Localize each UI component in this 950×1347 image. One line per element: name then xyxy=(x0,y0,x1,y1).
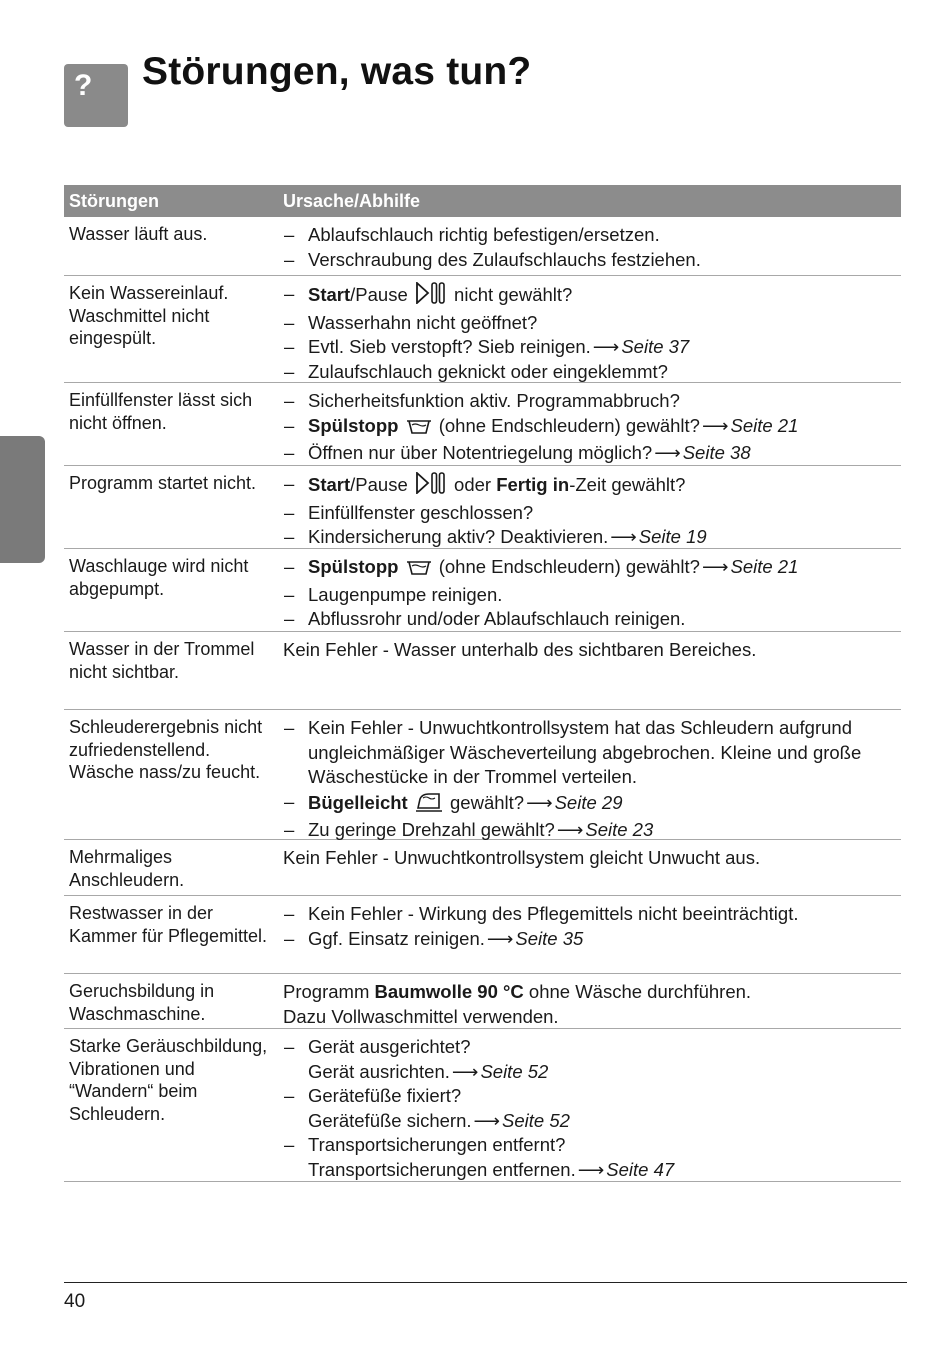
arrow-right-icon: ⟶ xyxy=(526,791,553,813)
page-reference: Seite 47 xyxy=(606,1158,675,1180)
remedy-item xyxy=(283,927,901,952)
remedy-cell xyxy=(279,383,901,465)
remedy-list xyxy=(283,389,901,466)
footer-divider xyxy=(64,1282,907,1283)
remedy-text: nicht gewählt? xyxy=(454,284,573,305)
remedy-text: Kindersicherung aktiv? Deaktivieren. xyxy=(308,526,609,547)
remedy-cell xyxy=(279,974,901,1028)
remedy-item xyxy=(283,223,901,248)
remedy-cell xyxy=(279,276,901,382)
problem-cell: Restwasser in der Kammer für Pflegemittel. xyxy=(69,903,268,946)
remedy-text: Gerät ausrichten. xyxy=(308,1060,450,1082)
page-reference: Seite 37 xyxy=(621,336,690,357)
remedy-subline xyxy=(308,1158,901,1183)
remedy-item xyxy=(283,607,901,632)
remedy-text: Öffnen nur über Notentriegelung möglich? xyxy=(308,442,653,463)
remedy-text: /Pause xyxy=(350,284,408,305)
table-row xyxy=(64,632,901,710)
arrow-right-icon: ⟶ xyxy=(451,1060,479,1082)
remedy-item xyxy=(283,1035,901,1084)
bullet-dash: – xyxy=(284,224,295,245)
remedy-text: Gerätefüße fixiert? xyxy=(308,1085,462,1106)
page-number: 40 xyxy=(64,1291,86,1312)
remedy-list xyxy=(283,472,901,550)
table-row xyxy=(64,1029,901,1182)
remedy-subline xyxy=(308,1109,901,1134)
bullet-dash: – xyxy=(284,583,295,605)
remedy-text: gewählt? xyxy=(450,791,525,813)
remedy-text: Wasserhahn nicht geöffnet? xyxy=(308,311,538,333)
arrow-right-icon: ⟶ xyxy=(556,819,584,840)
remedy-item xyxy=(283,311,901,336)
arrow-right-icon: ⟶ xyxy=(473,1109,501,1131)
problem-cell: Einfüllfenster lässt sich nicht öffnen. xyxy=(69,390,253,433)
bullet-dash: – xyxy=(284,819,295,840)
page-reference: Seite 21 xyxy=(730,556,799,577)
table-row xyxy=(64,466,901,549)
bullet-dash: – xyxy=(284,501,295,523)
remedy-cell xyxy=(279,896,901,973)
chapter-side-tab xyxy=(0,436,45,563)
remedy-list xyxy=(283,716,901,843)
bullet-dash: – xyxy=(284,473,295,494)
remedy-text: Zulaufschlauch geknickt oder eingeklemmt? xyxy=(308,360,668,382)
remedy-item xyxy=(283,555,901,583)
remedy-text: Gerät ausgerichtet? xyxy=(308,1036,471,1057)
remedy-cell xyxy=(279,632,901,709)
arrow-right-icon: ⟶ xyxy=(701,414,729,436)
start-pause-icon xyxy=(415,472,447,501)
rinse-hold-icon xyxy=(406,558,432,583)
remedy-item xyxy=(283,414,901,442)
remedy-text: Verschraubung des Zulaufschlauchs festziehen. xyxy=(308,248,701,270)
remedy-text: Kein Fehler - Unwuchtkontrollsystem hat das Schleudern aufgrund ungleichmäßiger Wäscheverteilung abgebrochen. Kleine und große Wäschestücke in der Trommel verteilen. xyxy=(308,717,862,787)
table-row xyxy=(64,217,901,276)
remedy-item xyxy=(283,335,901,360)
table-body xyxy=(64,217,901,1182)
remedy-text: Programm xyxy=(283,981,370,1002)
remedy-text: Transportsicherungen entfernt? xyxy=(308,1134,566,1155)
remedy-cell xyxy=(279,466,901,548)
remedy-text: (ohne Endschleudern) gewählt? xyxy=(438,556,700,577)
remedy-text: Laugenpumpe reinigen. xyxy=(308,583,503,605)
remedy-text: Abflussrohr und/oder Ablaufschlauch reinigen. xyxy=(308,608,686,629)
arrow-right-icon: ⟶ xyxy=(486,927,514,949)
remedy-item xyxy=(283,501,901,526)
remedy-subline xyxy=(308,1060,901,1085)
bullet-dash: – xyxy=(284,360,295,382)
remedy-text: Sicherheitsfunktion aktiv. Programmabbruch? xyxy=(308,390,680,411)
page-reference: Seite 35 xyxy=(515,927,584,949)
remedy-text: Zu geringe Drehzahl gewählt? xyxy=(308,819,555,840)
remedy-item xyxy=(283,716,901,790)
bullet-dash: – xyxy=(284,1036,295,1057)
bullet-dash: – xyxy=(284,717,295,738)
remedy-list xyxy=(283,223,901,272)
remedy-text: Kein Fehler - Wirkung des Pflegemittels nicht beeinträchtigt. xyxy=(308,903,799,924)
page-title: Störungen, was tun? xyxy=(142,50,532,93)
table-row xyxy=(64,896,901,974)
remedy-item xyxy=(283,583,901,608)
remedy-text: Transportsicherungen entfernen. xyxy=(308,1158,576,1180)
remedy-list xyxy=(283,1035,901,1182)
bold-term: Bügelleicht xyxy=(308,791,408,813)
start-pause-icon xyxy=(415,282,447,311)
arrow-right-icon: ⟶ xyxy=(701,556,729,577)
remedy-text: oder xyxy=(454,474,492,495)
table-row xyxy=(64,840,901,896)
remedy-text: Gerätefüße sichern. xyxy=(308,1109,472,1131)
remedy-item xyxy=(283,790,901,819)
remedy-list xyxy=(283,902,901,951)
bold-term: Start xyxy=(308,474,351,495)
remedy-item xyxy=(283,389,901,414)
page-reference: Seite 21 xyxy=(730,414,799,436)
remedy-cell xyxy=(279,1029,901,1181)
remedy-text: Ablaufschlauch richtig befestigen/ersetzen. xyxy=(308,224,660,245)
table-row xyxy=(64,549,901,632)
table-row xyxy=(64,383,901,466)
remedy-list xyxy=(283,555,901,632)
arrow-right-icon: ⟶ xyxy=(654,442,681,463)
bullet-dash: – xyxy=(284,1134,295,1155)
remedy-item xyxy=(283,472,901,501)
page-reference: Seite 38 xyxy=(682,442,751,463)
arrow-right-icon: ⟶ xyxy=(592,336,620,357)
remedy-text: Kein Fehler - Unwuchtkontrollsystem gleicht Unwucht aus. xyxy=(283,847,761,868)
remedy-text: /Pause xyxy=(350,474,408,495)
bold-term: Fertig in xyxy=(496,474,570,495)
easy-iron-icon xyxy=(415,790,443,819)
remedy-item xyxy=(283,248,901,273)
remedy-cell xyxy=(279,710,901,839)
remedy-item xyxy=(283,1133,901,1182)
remedy-item xyxy=(283,360,901,385)
problem-cell: Wasser läuft aus. xyxy=(69,224,208,244)
question-mark-icon: ? xyxy=(64,64,128,127)
bullet-dash: – xyxy=(284,556,295,577)
bullet-dash: – xyxy=(284,927,295,949)
remedy-cell xyxy=(279,217,901,275)
bold-term: Spülstopp xyxy=(308,414,399,436)
problem-cell: Schleuderergebnis nicht zufriedenstellend. Wäsche nass/zu feucht. xyxy=(69,717,263,783)
problem-cell: Programm startet nicht. xyxy=(69,473,257,493)
table-row xyxy=(64,710,901,840)
remedy-item xyxy=(283,1084,901,1133)
problem-cell: Starke Geräuschbildung, Vibrationen und “Wandern“ beim Schleudern. xyxy=(69,1036,268,1124)
problem-cell: Geruchsbildung in Waschmaschine. xyxy=(69,981,215,1024)
remedy-item xyxy=(283,902,901,927)
arrow-right-icon: ⟶ xyxy=(610,526,637,547)
bullet-dash: – xyxy=(284,442,295,463)
problem-cell: Kein Wassereinlauf. Waschmittel nicht eingespült. xyxy=(69,283,229,349)
remedy-item xyxy=(283,525,901,550)
troubleshooting-table xyxy=(64,185,901,1182)
rinse-hold-icon xyxy=(406,417,432,442)
bullet-dash: – xyxy=(284,790,295,812)
remedy-item xyxy=(283,282,901,311)
remedy-text: -Zeit gewählt? xyxy=(569,474,686,495)
bold-term: Spülstopp xyxy=(308,556,399,577)
bullet-dash: – xyxy=(284,903,295,924)
remedy-list xyxy=(283,282,901,384)
bullet-dash: – xyxy=(284,608,295,629)
remedy-text: ohne Wäsche durchführen. xyxy=(528,981,752,1002)
page-reference: Seite 52 xyxy=(480,1060,549,1082)
bullet-dash: – xyxy=(284,283,295,304)
bullet-dash: – xyxy=(284,311,295,333)
bullet-dash: – xyxy=(284,336,295,357)
column-header-remedy: Ursache/Abhilfe xyxy=(283,190,421,211)
bullet-dash: – xyxy=(284,414,295,436)
column-header-problem: Störungen xyxy=(69,190,159,211)
problem-cell: Mehrmaliges Anschleudern. xyxy=(69,847,185,890)
page-reference: Seite 19 xyxy=(638,526,707,547)
remedy-text: Einfüllfenster geschlossen? xyxy=(308,501,534,523)
problem-cell: Waschlauge wird nicht abgepumpt. xyxy=(69,556,249,599)
bullet-dash: – xyxy=(284,526,295,547)
program-name: Baumwolle 90 °C xyxy=(374,981,524,1002)
problem-cell: Wasser in der Trommel nicht sichtbar. xyxy=(69,639,255,682)
remedy-cell xyxy=(279,549,901,631)
page-reference: Seite 23 xyxy=(585,819,654,840)
remedy-text: Dazu Vollwaschmittel verwenden. xyxy=(283,1005,559,1027)
remedy-cell xyxy=(279,840,901,895)
remedy-item xyxy=(283,818,901,843)
table-header xyxy=(64,185,901,217)
arrow-right-icon: ⟶ xyxy=(577,1158,605,1180)
table-row xyxy=(64,276,901,383)
remedy-text: Kein Fehler - Wasser unterhalb des sichtbaren Bereiches. xyxy=(283,639,757,660)
remedy-text: Ggf. Einsatz reinigen. xyxy=(308,927,485,949)
bullet-dash: – xyxy=(284,390,295,411)
table-row xyxy=(64,974,901,1029)
page-reference: Seite 52 xyxy=(502,1109,570,1131)
remedy-text: (ohne Endschleudern) gewählt? xyxy=(438,414,700,436)
bullet-dash: – xyxy=(284,248,295,270)
bullet-dash: – xyxy=(284,1085,295,1106)
remedy-line xyxy=(283,980,901,1005)
remedy-text: Evtl. Sieb verstopft? Sieb reinigen. xyxy=(308,336,591,357)
bold-term: Start xyxy=(308,284,351,305)
page-reference: Seite 29 xyxy=(554,791,623,813)
remedy-item xyxy=(283,441,901,466)
